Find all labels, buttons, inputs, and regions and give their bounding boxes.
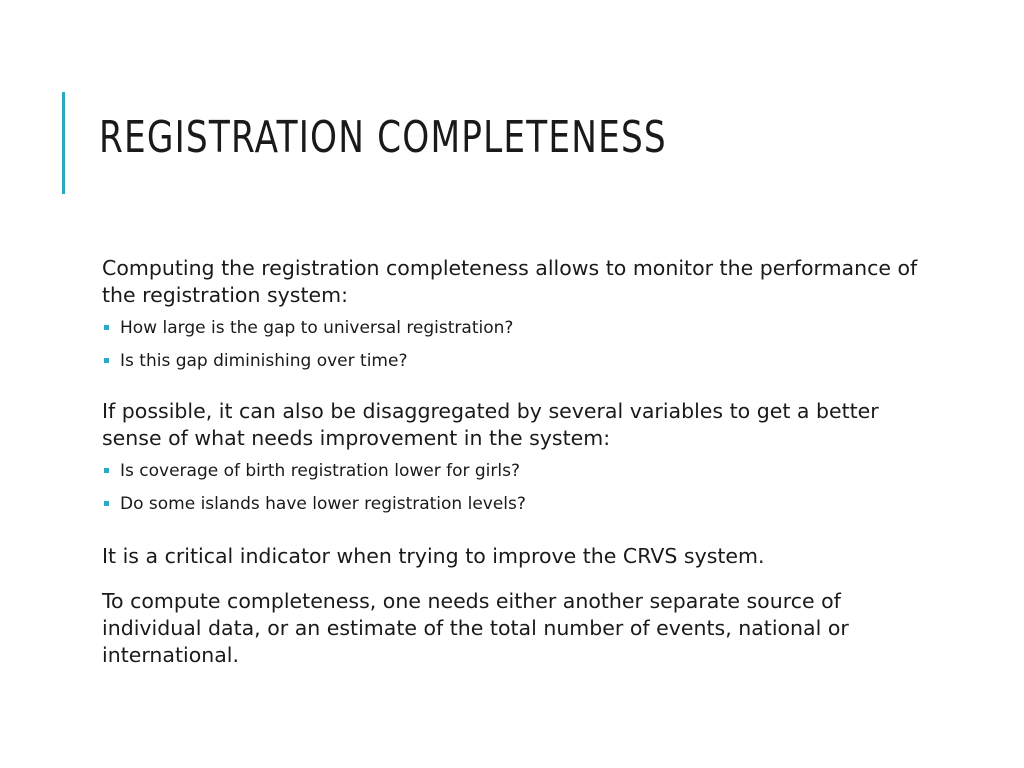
content-block-monitoring	[102, 255, 922, 378]
square-bullet-icon	[104, 325, 109, 330]
content-block-critical-indicator	[102, 543, 922, 570]
content-block-disaggregation	[102, 398, 922, 521]
bullet-text: Is coverage of birth registration lower for girls?	[120, 461, 520, 481]
paragraph-critical-indicator: It is a critical indicator when trying to improve the CRVS system.	[102, 544, 765, 568]
bullet-item	[102, 312, 922, 345]
content-block-computation	[102, 588, 922, 669]
slide-content	[102, 255, 922, 669]
paragraph-computation: To compute completeness, one needs either another separate source of individual data, or an estimate of the total number of events, national or international.	[102, 589, 849, 667]
bullet-text: Is this gap diminishing over time?	[120, 351, 408, 371]
slide-title: REGISTRATION COMPLETENESS	[99, 112, 667, 163]
bullet-item	[102, 345, 922, 378]
paragraph-monitoring: Computing the registration completeness allows to monitor the performance of the registration system:	[102, 256, 918, 307]
title-accent-bar	[62, 92, 65, 194]
bullet-list-disaggregation	[102, 455, 922, 521]
paragraph-disaggregation: If possible, it can also be disaggregated by several variables to get a better sense of what needs improvement in the system:	[102, 399, 879, 450]
square-bullet-icon	[104, 358, 109, 363]
bullet-text: Do some islands have lower registration levels?	[120, 494, 526, 514]
bullet-text: How large is the gap to universal registration?	[120, 318, 514, 338]
bullet-item	[102, 488, 922, 521]
bullet-item	[102, 455, 922, 488]
bullet-list-monitoring	[102, 312, 922, 378]
square-bullet-icon	[104, 468, 109, 473]
square-bullet-icon	[104, 501, 109, 506]
